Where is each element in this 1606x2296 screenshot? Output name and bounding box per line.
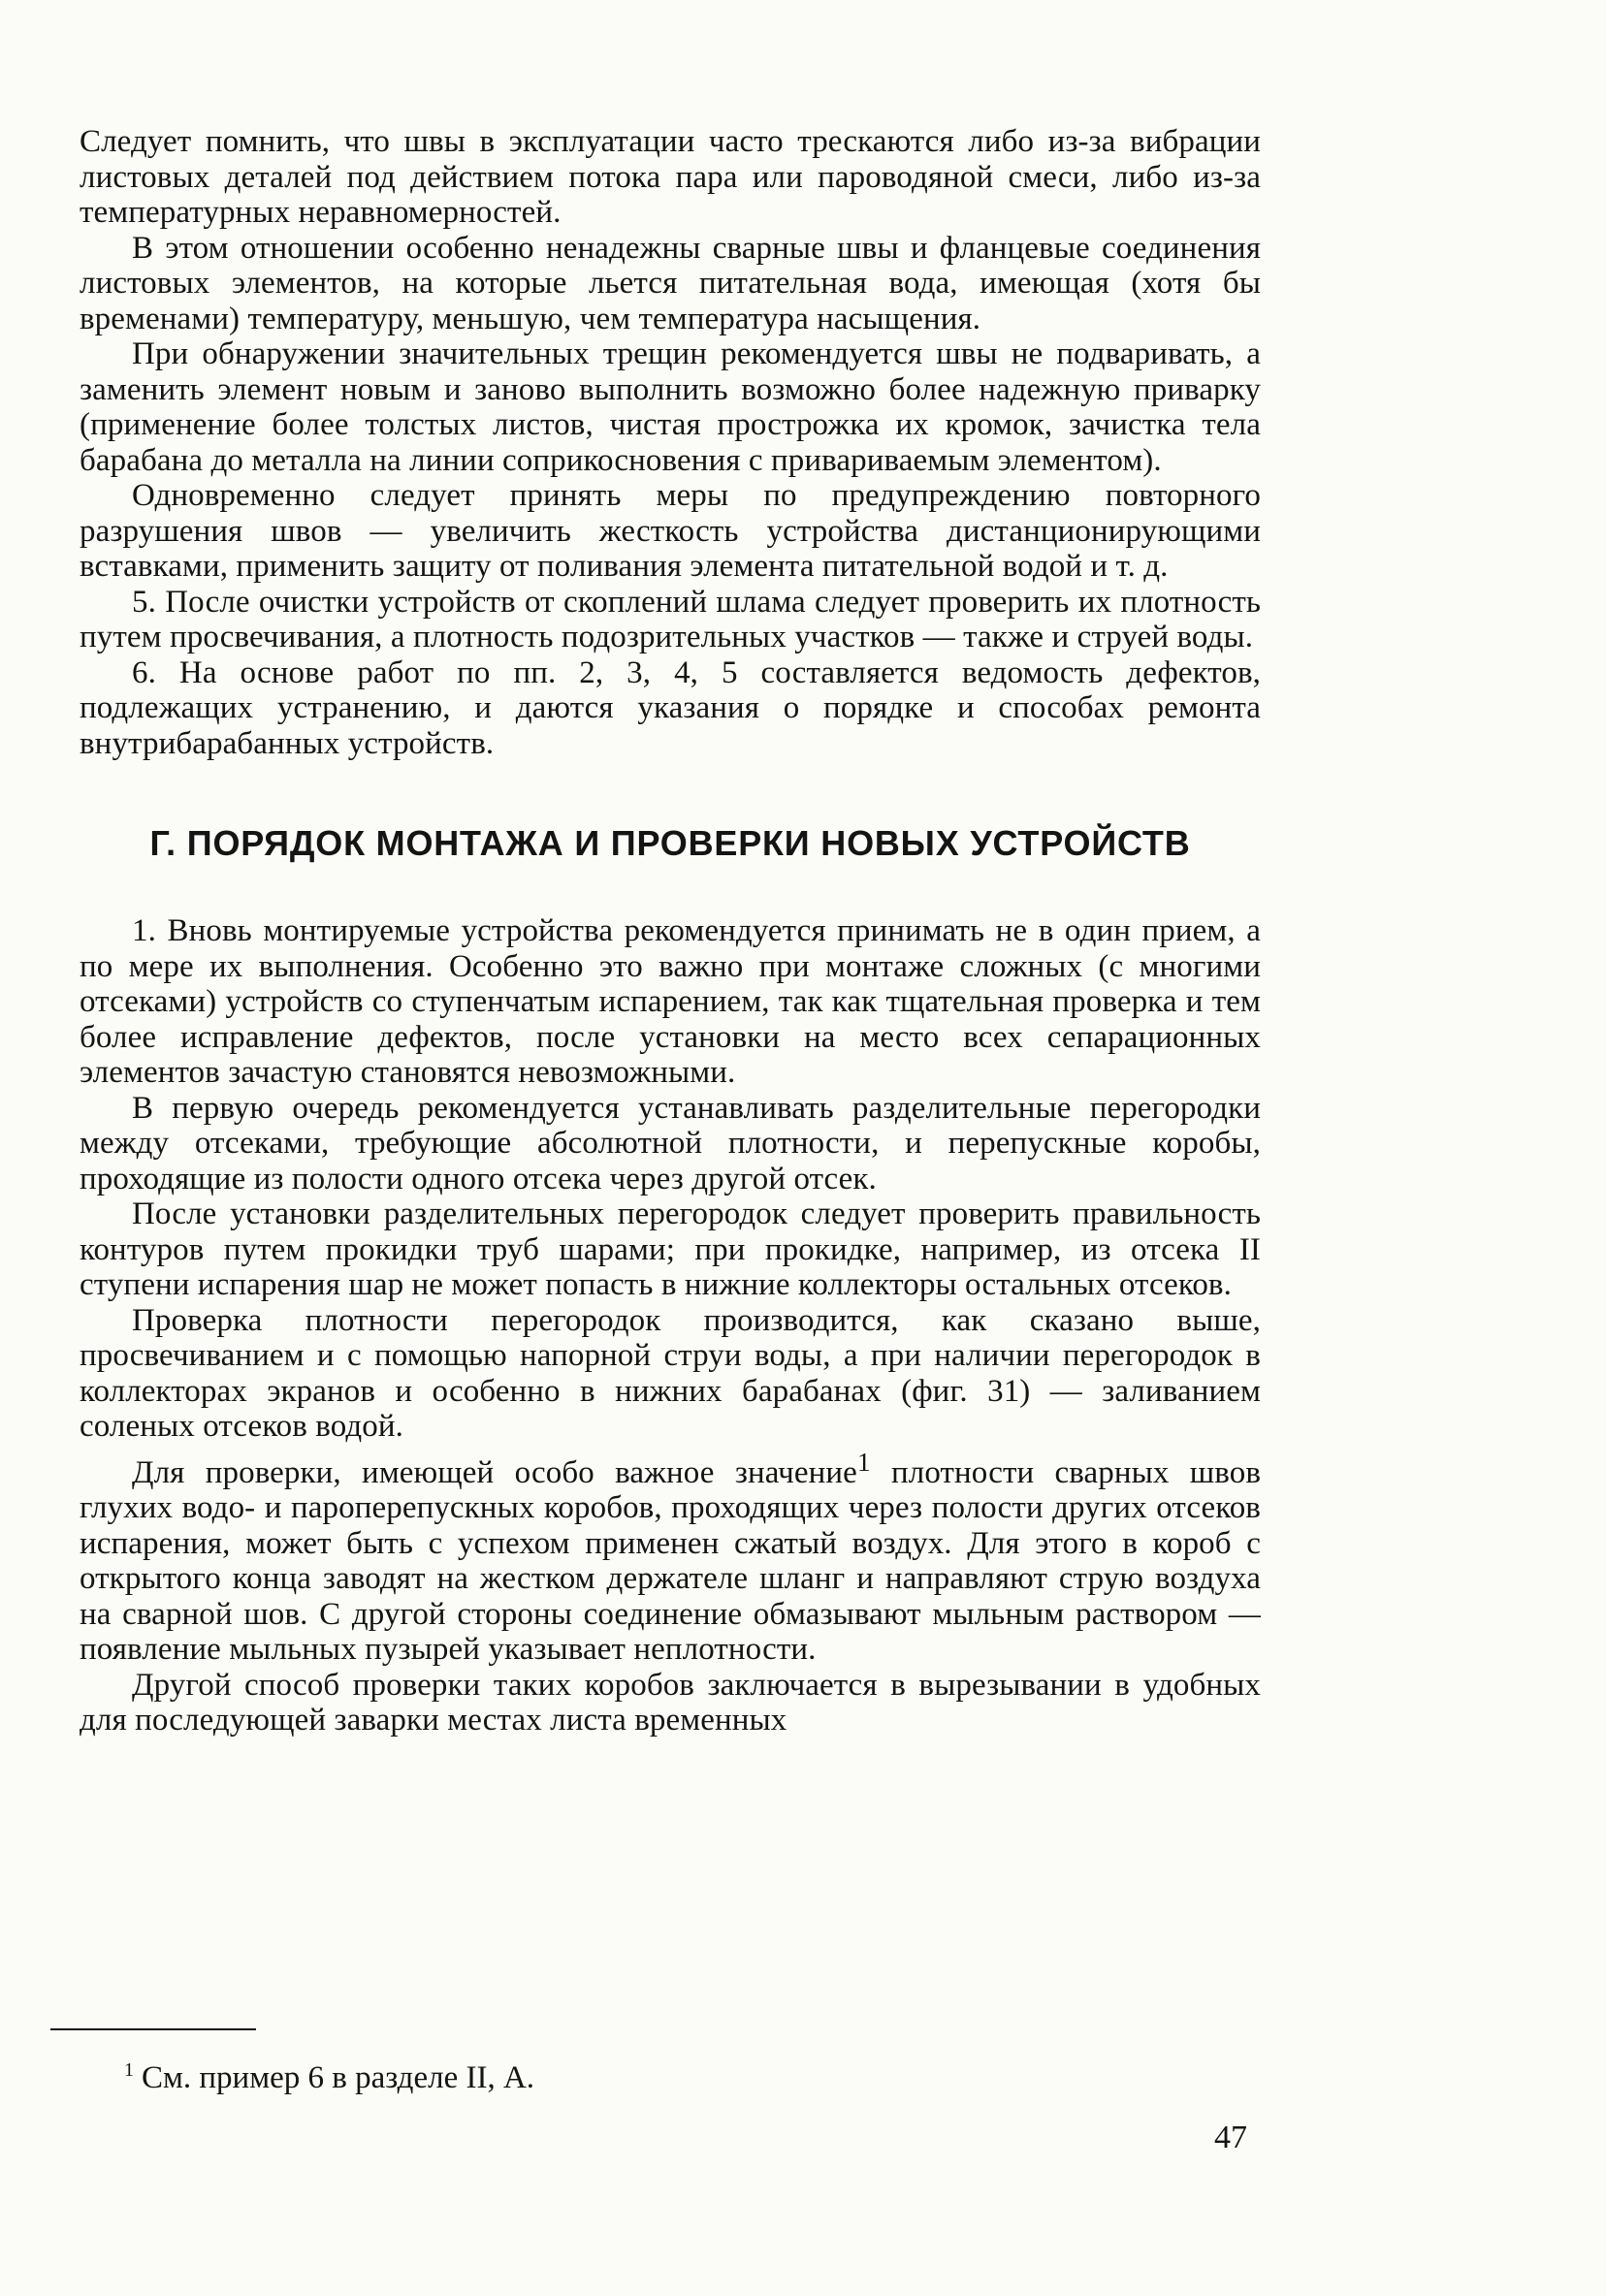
paragraph: При обнаружении значительных трещин рекомендуется швы не подваривать, а заменить элемент новым и заново выполнить возможно более надежную приварку (применение более толстых листов, чистая прострожка их кромок, зачистка тела барабана до металла на линии соприкосновения с привариваемым элементом). [80,336,1261,478]
paragraph: После установки разделительных перегородок следует проверить правильность контуров путем прокидки труб шарами; при прокидке, например, из отсека II ступени испарения шар не может попасть в нижние коллекторы остальных отсеков. [80,1196,1261,1302]
paragraph: 1. Вновь монтируемые устройства рекомендуется принимать не в один прием, а по мере их выполнения. Особенно это важно при монтаже сложных (с многими отсеками) устройств со ступенчатым испарением, так как тщательная проверка и тем более исправление дефектов, после установки на место всех сепарационных элементов зачастую становятся невозможными. [80,913,1261,1090]
paragraph: 6. На основе работ по пп. 2, 3, 4, 5 составляется ведомость дефектов, подлежащих устранению, и даются указания о порядке и способах ремонта внутрибарабанных устройств. [80,654,1261,761]
paragraph: Другой способ проверки таких коробов заключается в вырезывании в удобных для последующей заварки местах листа временных [80,1667,1261,1738]
paragraph: Проверка плотности перегородок производится, как сказано выше, просвечиванием и с помощью напорной струи воды, а при наличии перегородок в коллекторах экранов и особенно в нижних барабанах (фиг. 31) — заливанием соленых отсеков водой. [80,1302,1261,1444]
footnote-mark: 1 [124,2059,134,2081]
paragraph: Следует помнить, что швы в эксплуатации часто трескаются либо из-за вибрации листовых деталей под действием потока пара или пароводяной смеси, либо из-за температурных неравномерностей. [80,124,1261,230]
footnote-text: См. пример 6 в разделе II, А. [142,2060,535,2095]
footnote [124,2052,534,2096]
footnote-reference: 1 [856,1446,871,1477]
paragraph-with-footnote [80,1445,1261,1668]
footnote-divider [50,2028,256,2030]
paragraph-text: Для проверки, имеющей особо важное значение [132,1454,857,1490]
paragraph-text: плотности сварных швов глухих водо- и пароперепускных коробов, проходящих через полости других отсеков испарения, может быть с успехом применен сжатый воздух. Для этого в короб с открытого конца заводят на жестком держателе шланг и направляют струю воздуха на сварной шов. С другой стороны соединение обмазывают мыльным раствором — появление мыльных пузырей указывает неплотности. [80,1454,1262,1667]
section-heading: Г. ПОРЯДОК МОНТАЖА И ПРОВЕРКИ НОВЫХ УСТРОЙСТВ [149,823,1191,863]
paragraph: Одновременно следует принять меры по предупреждению повторного разрушения швов — увеличить жесткость устройства дистанционирующими вставками, применить защиту от поливания элемента питательной водой и т. д. [80,478,1261,584]
page-number: 47 [1214,2120,1247,2155]
body-text [80,124,1261,1738]
paragraph: В первую очередь рекомендуется устанавливать разделительные перегородки между отсеками, требующие абсолютной плотности, и перепускные коробы, проходящие из полости одного отсека через другой отсек. [80,1090,1261,1196]
paragraph: В этом отношении особенно ненадежны сварные швы и фланцевые соединения листовых элементов, на которые льется питательная вода, имеющая (хотя бы временами) температуру, меньшую, чем температура насыщения. [80,230,1261,336]
paragraph: 5. После очистки устройств от скоплений шлама следует проверить их плотность путем просвечивания, а плотность подозрительных участков — также и струей воды. [80,584,1261,654]
